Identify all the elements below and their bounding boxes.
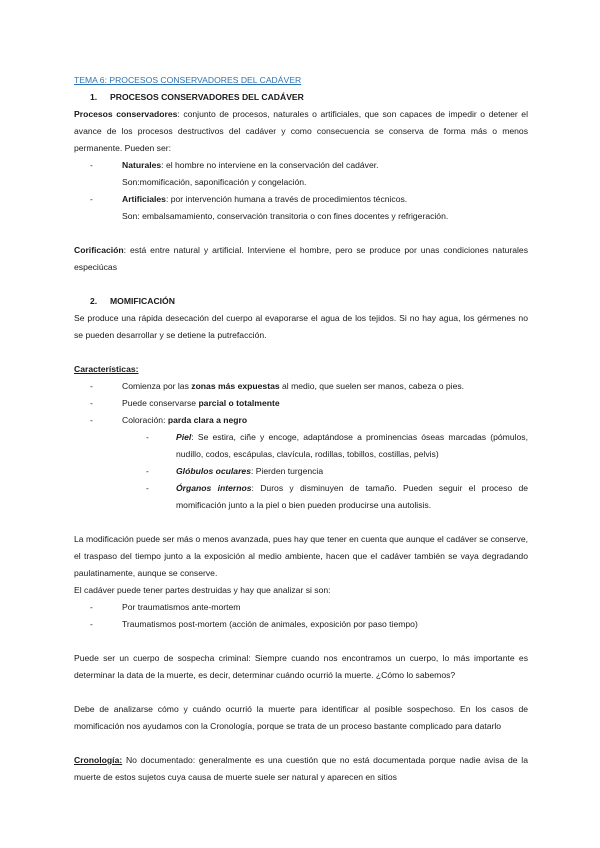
term: Órganos internos	[176, 483, 252, 493]
list-dash: -	[146, 466, 149, 476]
list-dash: -	[146, 432, 149, 442]
list-text: Por traumatismos ante-mortem	[122, 602, 241, 612]
document-title: TEMA 6: PROCESOS CONSERVADORES DEL CADÁVER	[74, 75, 302, 85]
list-dash: -	[90, 381, 93, 391]
list-dash: -	[90, 398, 93, 408]
sub-line: Son:momificación, saponificación y congelación.	[122, 177, 307, 187]
definition: : Duros y disminuyen de tamaño. Pueden seguir el proceso de momificación junto a la piel o bien pueden producirse una autolisis.	[176, 483, 528, 510]
list-dash: -	[90, 160, 93, 170]
list-item-trauma-ante	[74, 599, 528, 616]
definition: : Se estira, ciñe y encoge, adaptándose a prominencias óseas marcadas (pómulos, nudillo, codos, escápulas, clavícula, rodillas, tobillos, costillas, pelvis)	[176, 432, 528, 459]
list-item-trauma-post	[74, 616, 528, 633]
list-item-artificiales	[74, 191, 528, 225]
term: Artificiales	[122, 194, 166, 204]
definition: : el hombre no interviene en la conservación del cadáver.	[161, 160, 379, 170]
sublist-item-globulos	[74, 463, 528, 480]
section-number: 1.	[90, 92, 98, 102]
document-body	[74, 72, 528, 786]
sublist-item-organos	[74, 480, 528, 514]
text: Comienza por las	[122, 381, 192, 391]
section-heading-1	[74, 89, 528, 106]
bold-text: parda clara a negro	[167, 415, 248, 425]
paragraph-modificacion: La modificación puede ser más o menos avanzada, pues hay que tener en cuenta que aunque el cadáver se conserve, el traspaso del tiempo junto a la exposición al medio ambiente, hacen que el cadáver también se vaya degradando paulatinamente, aunque se conserve.	[74, 534, 528, 578]
paragraph-sospecha: Puede ser un cuerpo de sospecha criminal: Siempre cuando nos encontramos un cuerpo, lo más importante es determinar la data de la muerte, es decir, determinar cuándo ocurrió la muerte. ¿Cómo lo sabemos?	[74, 653, 528, 680]
paragraph-corificacion	[74, 242, 528, 276]
term: Cronología:	[74, 755, 123, 765]
subheading-caracteristicas: Características:	[74, 364, 139, 374]
paragraph-momificacion-intro: Se produce una rápida desecación del cuerpo al evaporarse el agua de los tejidos. Si no hay agua, los gérmenes no se pueden desarrollar y se detiene la putrefacción.	[74, 313, 528, 340]
definition: : conjunto de procesos, naturales o artificiales, que son capaces de impedir o detener el avance de los procesos destructivos del cadáver y como consecuencia se conserva de forma más o menos permanente. Pueden ser:	[74, 109, 528, 153]
section-title: PROCESOS CONSERVADORES DEL CADÁVER	[110, 92, 304, 102]
list-dash: -	[90, 194, 93, 204]
definition: No documentado: generalmente es una cuestión que no está documentada porque nadie avisa de la muerte de estos sujetos cuya causa de muerte suele ser natural y aparecen en sitios	[74, 755, 528, 782]
list-dash: -	[90, 619, 93, 629]
sub-line: Son: embalsamamiento, conservación transitoria o con fines docentes y refrigeración.	[122, 211, 449, 221]
list-text: Traumatismos post-mortem (acción de animales, exposición por paso tiempo)	[122, 619, 418, 629]
section-title: MOMIFICACIÓN	[110, 296, 175, 306]
list-item-coloracion	[74, 412, 528, 429]
text: Puede conservarse	[122, 398, 199, 408]
term: Piel	[176, 432, 192, 442]
list-item-zonas	[74, 378, 528, 395]
definition: : por intervención humana a través de procedimientos técnicos.	[165, 194, 408, 204]
list-item-conservacion	[74, 395, 528, 412]
term: Naturales	[122, 160, 162, 170]
text: Coloración:	[122, 415, 168, 425]
definition: : Pierden turgencia	[250, 466, 324, 476]
paragraph-analizar: Debe de analizarse cómo y cuándo ocurrió la muerte para identificar al posible sospechoso. En los casos de momificación nos ayudamos con la Cronología, porque se trata de un proceso bastante complicado para datarlo	[74, 704, 528, 731]
term: Procesos conservadores	[74, 109, 178, 119]
section-heading-2	[74, 293, 528, 310]
list-dash: -	[90, 415, 93, 425]
bold-text: parcial o totalmente	[198, 398, 280, 408]
bold-text: zonas más expuestas	[191, 381, 280, 391]
list-dash: -	[90, 602, 93, 612]
paragraph-cronologia	[74, 752, 528, 786]
text: al medio, que suelen ser manos, cabeza o pies.	[279, 381, 465, 391]
paragraph-partes: El cadáver puede tener partes destruidas y hay que analizar si son:	[74, 585, 331, 595]
paragraph-procesos-conservadores	[74, 106, 528, 157]
section-number: 2.	[90, 296, 98, 306]
sublist-item-piel	[74, 429, 528, 463]
term: Glóbulos oculares	[176, 466, 251, 476]
term: Corificación	[74, 245, 124, 255]
definition: : está entre natural y artificial. Interviene el hombre, pero se produce por unas condiciones naturales especiúcas	[74, 245, 528, 272]
list-item-naturales	[74, 157, 528, 191]
list-dash: -	[146, 483, 149, 493]
